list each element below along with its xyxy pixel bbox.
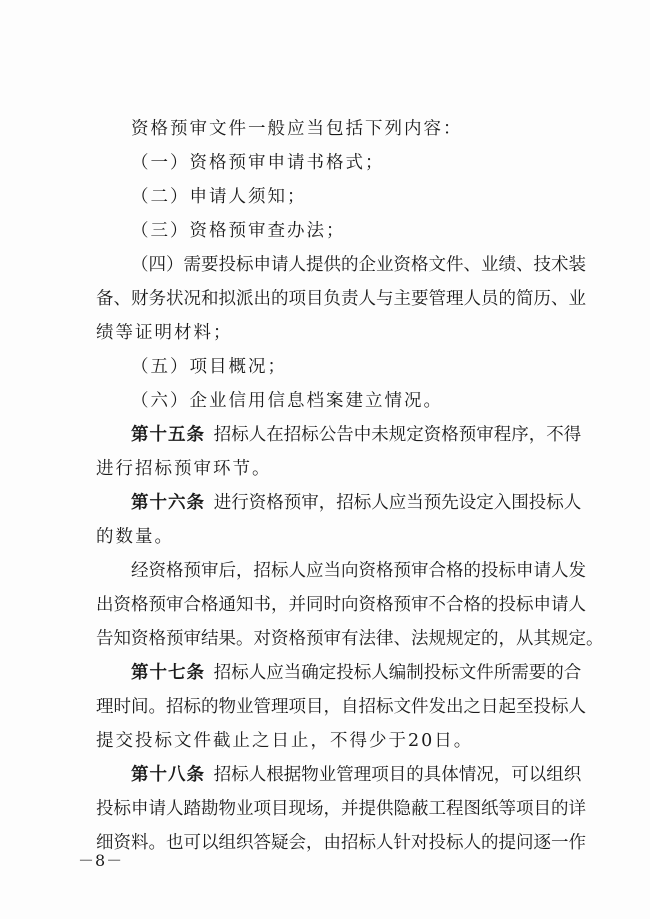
text-line: 绩等证明材料； <box>96 323 233 343</box>
text-line: （三）资格预审查办法； <box>131 221 346 241</box>
text-line: 的数量。 <box>96 527 174 547</box>
article-paragraph-line <box>96 486 582 520</box>
article-paragraph-line <box>96 758 582 792</box>
text-line: 细资料。也可以组织答疑会，由招标人针对投标人的提问逐一作 <box>96 833 586 853</box>
article-text: 招标人应当确定投标人编制投标文件所需要的合 <box>213 663 582 683</box>
article-text: 招标人根据物业管理项目的具体情况，可以组织 <box>213 765 582 785</box>
text-line: （五）项目概况； <box>131 357 287 377</box>
article-number: 第十八条 <box>131 765 205 785</box>
body-text <box>96 112 604 860</box>
text-line: 经资格预审后，招标人应当向资格预审合格的投标申请人发 <box>131 561 586 581</box>
text-line: 资格预审文件一般应当包括下列内容： <box>131 119 463 139</box>
text-line: 理时间。招标的物业管理项目，自招标文件发出之日起至投标人 <box>96 697 586 717</box>
text-line: （一）资格预审申请书格式； <box>131 153 385 173</box>
article-text: 招标人在招标公告中未规定资格预审程序，不得 <box>213 425 582 445</box>
spacer <box>205 425 214 445</box>
text-line: （四）需要投标申请人提供的企业资格文件、业绩、技术装 <box>131 255 586 275</box>
article-paragraph-line <box>96 656 582 690</box>
spacer <box>205 765 214 785</box>
spacer <box>205 663 214 683</box>
text-line: （六）企业信用信息档案建立情况。 <box>131 391 443 411</box>
text-line: 出资格预审合格通知书，并同时向资格预审不合格的投标申请人 <box>96 595 586 615</box>
spacer <box>205 493 214 513</box>
text-line: 告知资格预审结果。对资格预审有法律、法规规定的，从其规定。 <box>96 629 604 649</box>
text-line: 进行招标预审环节。 <box>96 459 272 479</box>
article-paragraph-line <box>96 418 582 452</box>
text-line: 备、财务状况和拟派出的项目负责人与主要管理人员的简历、业 <box>96 289 586 309</box>
article-number: 第十五条 <box>131 425 205 445</box>
article-number: 第十六条 <box>131 493 205 513</box>
text-line: 投标申请人踏勘物业项目现场，并提供隐蔽工程图纸等项目的详 <box>96 799 586 819</box>
page-number: －8－ <box>78 851 124 870</box>
text-line: （二）申请人须知； <box>131 187 307 207</box>
text-line: 提交投标文件截止之日止，不得少于20日。 <box>96 731 474 751</box>
article-text: 进行资格预审，招标人应当预先设定入围投标人 <box>213 493 582 513</box>
article-number: 第十七条 <box>131 663 205 683</box>
